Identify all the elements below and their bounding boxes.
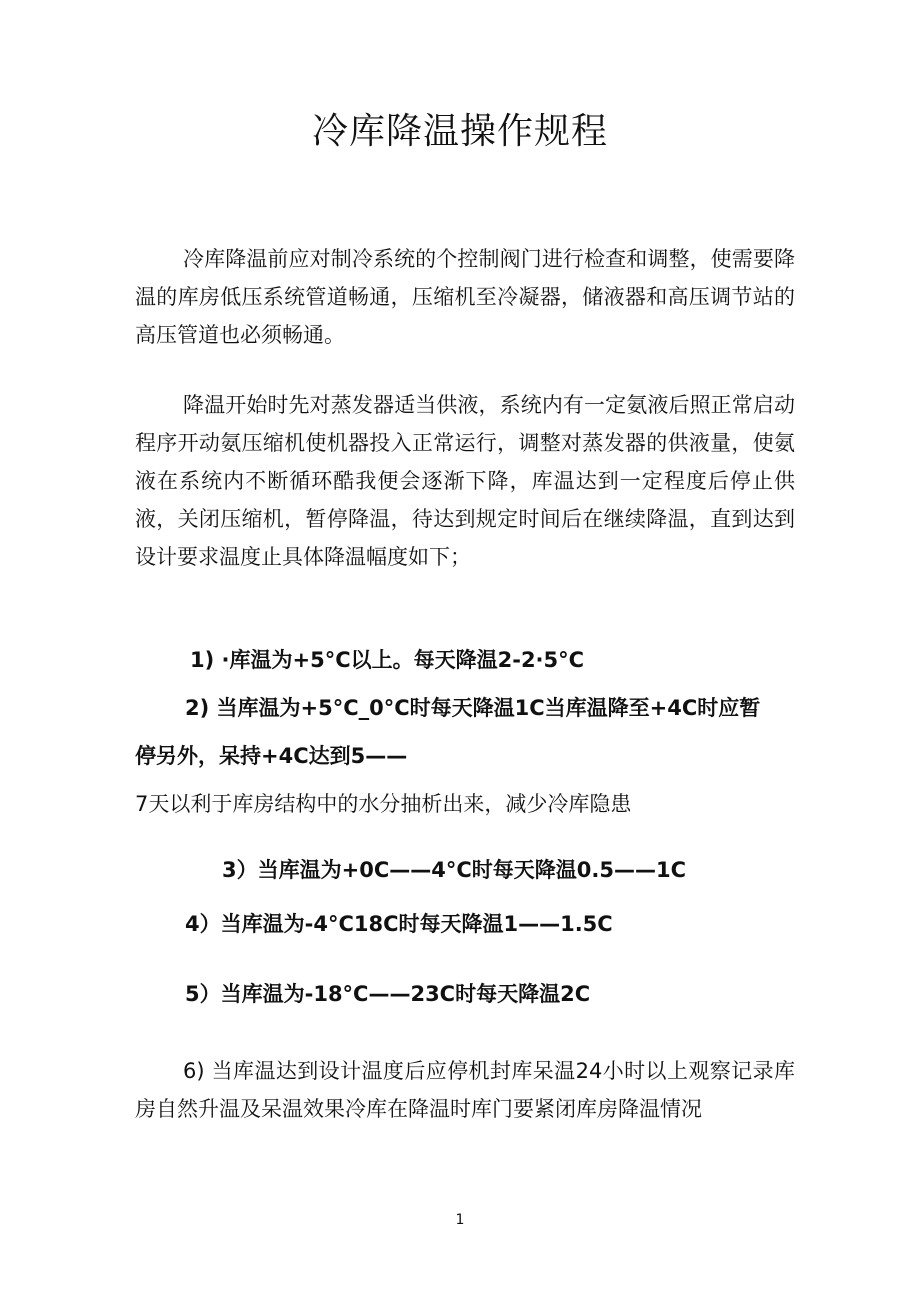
- list-item-3: 3）当库温为+0C——4°C时每天降温0.5——1C: [222, 858, 686, 882]
- list-item-1: 1) ·库温为+5°C以上。每天降温2-2·5°C: [190, 648, 585, 672]
- list-item-4: 4）当库温为-4°C18C时每天降温1——1.5C: [185, 912, 613, 936]
- page-number: 1: [455, 1212, 465, 1228]
- list-item-2-line-3: 7天以利于库房结构中的水分抽析出来，减少冷库隐患: [135, 792, 632, 816]
- document-title: 冷库降温操作规程: [311, 111, 608, 152]
- list-item-6: 6) 当库温达到设计温度后应停机封库呆温24小时以上观察记录库房自然升温及呆温效果冷库在降温时库门要紧闭库房降温情况: [135, 1059, 795, 1121]
- list-item-5: 5）当库温为-18°C——23C时每天降温2C: [185, 982, 591, 1006]
- list-item-2-line-1: 2) 当库温为+5°C_0°C时每天降温1C当库温降至+4C时应暂: [185, 696, 761, 720]
- list-item-2-line-2: 停另外，呆持+4C达到5——: [135, 744, 408, 768]
- paragraph-intro: 冷库降温前应对制冷系统的个控制阀门进行检查和调整，使需要降温的库房低压系统管道畅通，压缩机至冷凝器，储液器和高压调节站的高压管道也必须畅通。: [135, 247, 795, 347]
- paragraph-cooling-procedure: 降温开始时先对蒸发器适当供液，系统内有一定氨液后照正常启动程序开动氨压缩机使机器投入正常运行，调整对蒸发器的供液量，使氨液在系统内不断循环酷我便会逐渐下降，库温达到一定程度后停止供液，关闭压缩机，暂停降温，待达到规定时间后在继续降温，直到达到设计要求温度止具体降温幅度如下；: [135, 393, 795, 569]
